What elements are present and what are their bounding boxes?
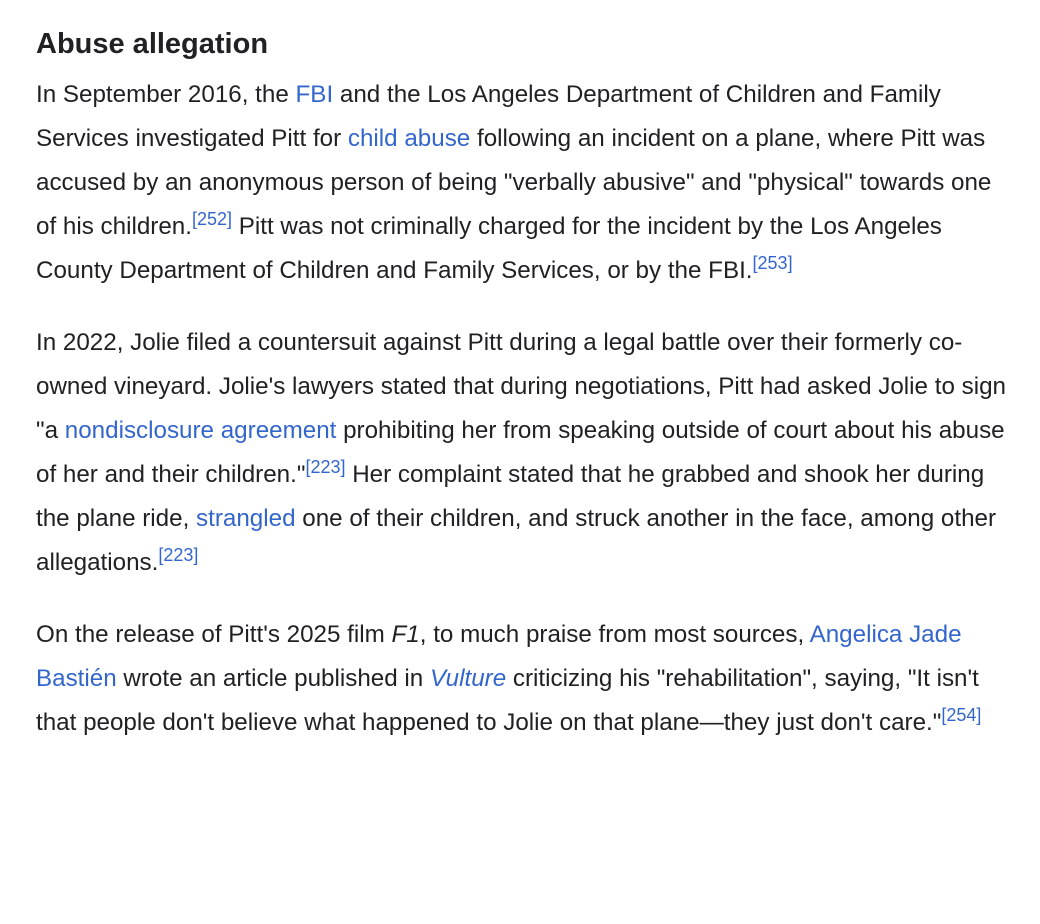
reference-link-252[interactable]: [252] <box>191 209 233 229</box>
text: In September 2016, the <box>36 81 296 108</box>
link-strangled[interactable]: strangled <box>196 505 296 532</box>
text: prohibiting her from speaking outside of court about his abuse of her and their children." <box>36 417 1005 488</box>
link-angelica-jade-bastien[interactable]: Angelica Jade Bastién <box>36 621 962 692</box>
text: In 2022, Jolie filed a countersuit against Pitt during a legal battle over their formerly co-owned vineyard. Jolie's lawyers stated that during negotiations, Pitt had asked Jolie to sign "a <box>36 329 1006 444</box>
link-vulture[interactable]: Vulture <box>429 665 507 692</box>
film-title: F1 <box>391 621 420 648</box>
paragraph-countersuit <box>36 321 1011 585</box>
text: one of their children, and struck another in the face, among other allegations. <box>36 505 997 576</box>
paragraph-fbi-investigation <box>36 73 1011 293</box>
reference-link-253[interactable]: [253] <box>752 253 793 273</box>
text: Pitt was not criminally charged for the incident by the Los Angeles County Department of Children and Family Services, or by the FBI. <box>36 213 942 284</box>
publication-title <box>430 665 506 692</box>
reference-252 <box>192 209 232 229</box>
paragraph-f1-release <box>36 613 1011 745</box>
text: On the release of Pitt's 2025 film <box>36 621 392 648</box>
text: wrote an article published in <box>116 665 430 692</box>
reference-223 <box>158 545 198 565</box>
link-fbi[interactable]: FBI <box>295 81 334 108</box>
section-heading: Abuse allegation <box>36 28 269 60</box>
article-section <box>36 22 1011 773</box>
text: criticizing his "rehabilitation", saying, "It isn't that people don't believe what happened to Jolie on that plane—they just don't care." <box>36 665 979 736</box>
reference-link-254[interactable]: [254] <box>941 705 982 725</box>
link-nondisclosure-agreement[interactable]: nondisclosure agreement <box>64 417 337 444</box>
link-child-abuse[interactable]: child abuse <box>347 125 471 152</box>
reference-223 <box>305 457 345 477</box>
reference-254 <box>941 705 981 725</box>
text: following an incident on a plane, where Pitt was accused by an anonymous person of being "verbally abusive" and "physical" towards one of his children. <box>36 125 992 240</box>
text: , to much praise from most sources, <box>419 621 810 648</box>
reference-253 <box>753 253 793 273</box>
text: and the Los Angeles Department of Children and Family Services investigated Pitt for <box>36 81 941 152</box>
text: Her complaint stated that he grabbed and shook her during the plane ride, <box>36 461 985 532</box>
reference-link-223[interactable]: [223] <box>158 545 199 565</box>
reference-link-223[interactable]: [223] <box>305 457 346 477</box>
